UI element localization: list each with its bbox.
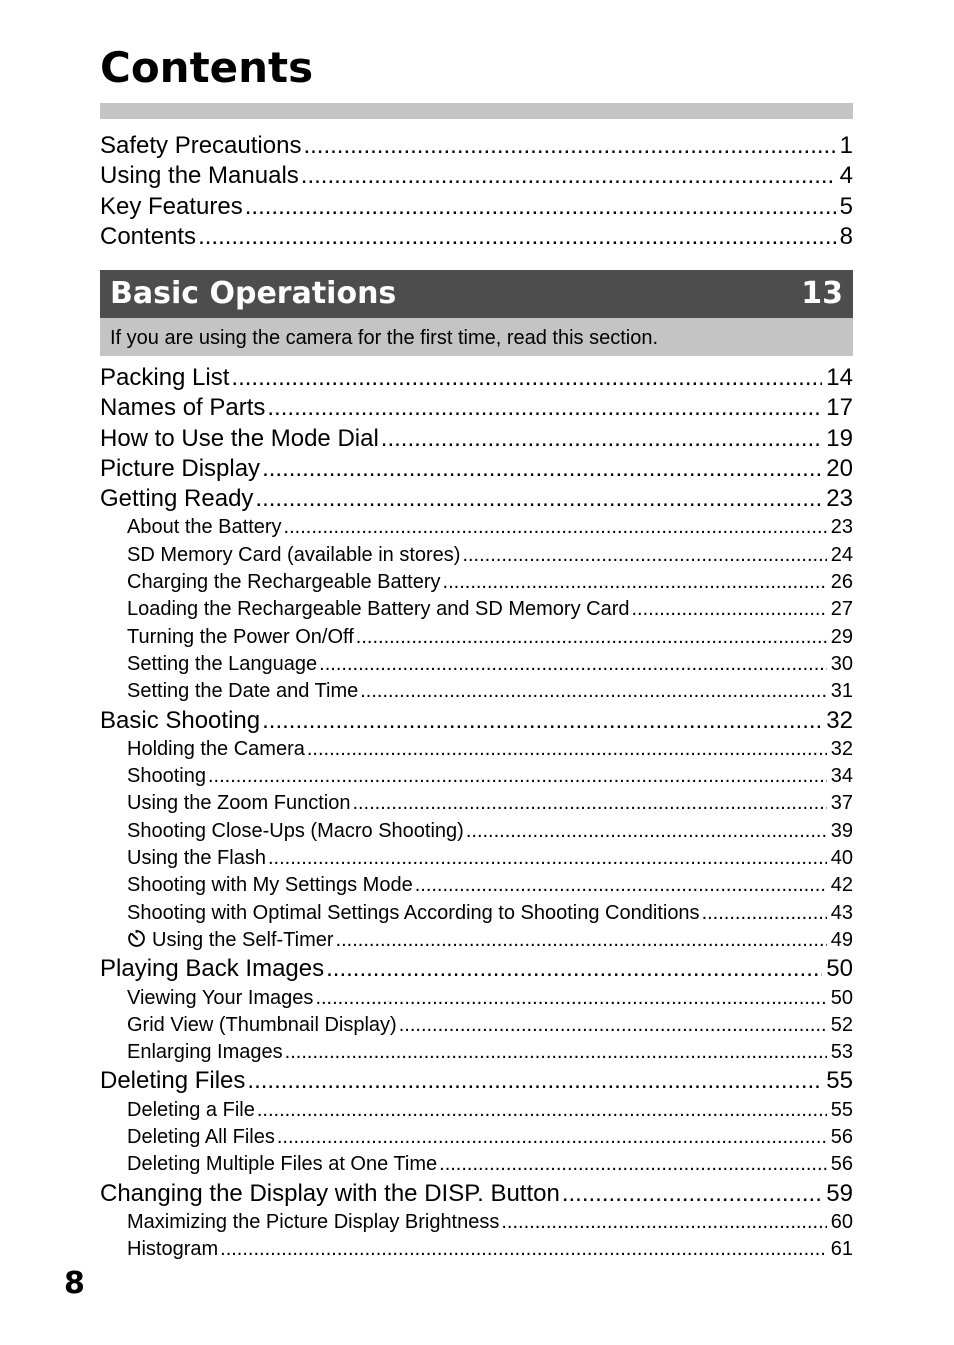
section-title: Basic Operations	[110, 276, 397, 311]
toc-dot-leader	[303, 131, 835, 161]
toc-subentry[interactable]	[100, 818, 853, 845]
toc-entry-label	[127, 596, 632, 623]
toc-entry-label	[127, 790, 352, 817]
toc-entry-text: Setting the Date and Time	[127, 680, 359, 703]
page-title: Contents	[100, 43, 314, 92]
toc-dot-leader	[319, 651, 827, 678]
toc-entry-page: 1	[839, 132, 853, 159]
toc-subentry[interactable]	[100, 985, 853, 1012]
page-number: 8	[64, 1266, 85, 1301]
toc-subentry[interactable]	[100, 624, 853, 651]
toc-entry-page: 52	[830, 1013, 853, 1036]
toc-entry-label	[100, 393, 267, 423]
toc-entry-label	[127, 1012, 399, 1039]
toc-entry-label	[127, 763, 208, 790]
toc-dot-leader	[268, 845, 827, 872]
toc-subentry[interactable]	[100, 1097, 853, 1124]
toc-entry-text: SD Memory Card (available in stores)	[127, 543, 461, 566]
toc-dot-leader	[255, 484, 822, 514]
toc-dot-leader	[301, 161, 836, 191]
toc-entry-label	[127, 624, 356, 651]
toc-entry-page: 32	[826, 706, 853, 734]
toc-entry-page: 26	[830, 571, 853, 594]
toc-subentry[interactable]	[100, 1151, 853, 1178]
toc-dot-leader	[360, 678, 827, 705]
toc-entry-page: 55	[826, 1067, 853, 1095]
toc-entry-page: 14	[826, 364, 853, 391]
toc-entry-text: Changing the Display with the DISP. Button	[100, 1179, 560, 1207]
toc-subentry[interactable]	[100, 678, 853, 705]
toc-entry-label	[127, 542, 462, 569]
toc-entry-text: Shooting with Optimal Settings According to Shooting Conditions	[127, 901, 700, 924]
toc-dot-leader	[277, 1124, 827, 1151]
toc-entry-page: 5	[839, 192, 853, 220]
toc-entry-text: Maximizing the Picture Display Brightness	[127, 1210, 500, 1233]
toc-entry-page: 8	[839, 222, 853, 250]
toc-subentry[interactable]	[100, 514, 853, 541]
toc-entry-label	[127, 985, 315, 1012]
section-toc-list	[100, 363, 853, 1264]
toc-dot-leader	[326, 954, 822, 984]
toc-entry[interactable]	[100, 954, 853, 984]
toc-subentry[interactable]	[100, 790, 853, 817]
toc-entry-text: Deleting Multiple Files at One Time	[127, 1153, 438, 1176]
toc-entry[interactable]	[100, 1179, 853, 1209]
toc-subentry[interactable]	[100, 900, 853, 927]
toc-entry[interactable]	[100, 363, 853, 393]
section-header	[100, 270, 853, 318]
toc-entry-label	[127, 678, 360, 705]
toc-entry-label	[127, 569, 443, 596]
toc-entry[interactable]	[100, 454, 853, 484]
toc-subentry[interactable]	[100, 1124, 853, 1151]
toc-entry-text: Turning the Power On/Off	[127, 625, 354, 648]
toc-subentry[interactable]	[100, 845, 853, 872]
toc-entry-label	[127, 514, 284, 541]
toc-entry-page: 23	[830, 516, 853, 539]
section-subtitle: If you are using the camera for the first time, read this section.	[100, 318, 853, 356]
toc-entry-text: Playing Back Images	[100, 955, 325, 983]
toc-entry-label	[100, 1179, 562, 1209]
toc-entry-page: 4	[839, 162, 853, 190]
toc-entry-label	[127, 1236, 220, 1263]
toc-entry-label	[100, 424, 381, 454]
toc-entry-page: 32	[830, 737, 853, 760]
toc-dot-leader	[220, 1236, 827, 1263]
toc-entry-page: 42	[830, 874, 853, 897]
toc-entry-page: 56	[830, 1153, 853, 1176]
toc-entry-text: Setting the Language	[127, 652, 318, 675]
toc-entry-label	[127, 651, 319, 678]
toc-entry-label	[127, 872, 415, 899]
toc-dot-leader	[247, 1066, 822, 1096]
toc-dot-leader	[632, 596, 827, 623]
toc-entry[interactable]	[100, 192, 853, 222]
toc-entry[interactable]	[100, 393, 853, 423]
toc-entry-page: 59	[826, 1179, 853, 1207]
toc-entry-text: Safety Precautions	[100, 132, 302, 159]
toc-subentry[interactable]	[100, 542, 853, 569]
toc-entry-text: Deleting All Files	[127, 1126, 275, 1149]
toc-entry-page: 31	[830, 680, 853, 703]
toc-subentry[interactable]	[100, 1012, 853, 1039]
toc-entry[interactable]	[100, 424, 853, 454]
toc-entry[interactable]	[100, 131, 853, 161]
toc-entry-label	[127, 927, 336, 954]
toc-dot-leader	[415, 872, 827, 899]
toc-entry-text: Names of Parts	[100, 394, 266, 422]
toc-entry-label	[127, 818, 466, 845]
toc-subentry[interactable]	[100, 763, 853, 790]
toc-entry-label	[127, 1039, 285, 1066]
toc-entry-text: Contents	[100, 222, 197, 250]
toc-subentry[interactable]	[100, 927, 853, 954]
toc-entry-label	[100, 484, 255, 514]
toc-dot-leader	[439, 1151, 827, 1178]
toc-dot-leader	[245, 192, 836, 222]
toc-subentry[interactable]	[100, 872, 853, 899]
toc-subentry[interactable]	[100, 1236, 853, 1263]
toc-entry-page: 43	[830, 901, 853, 924]
toc-entry-text: About the Battery	[127, 516, 282, 539]
toc-entry-text: Packing List	[100, 364, 230, 391]
toc-dot-leader	[262, 706, 822, 736]
toc-entry-text: Loading the Rechargeable Battery and SD Memory Card	[127, 598, 630, 621]
toc-entry-text: Shooting with My Settings Mode	[127, 874, 413, 897]
toc-entry-page: 34	[830, 765, 853, 788]
toc-entry-label	[100, 454, 262, 484]
toc-entry[interactable]	[100, 161, 853, 191]
toc-entry-text: Using the Flash	[127, 847, 266, 870]
toc-entry-text: Shooting Close-Ups (Macro Shooting)	[127, 819, 464, 842]
toc-entry-label	[100, 954, 326, 984]
toc-entry[interactable]	[100, 706, 853, 736]
toc-entry-text: Using the Self-Timer	[152, 928, 334, 951]
toc-entry-label	[127, 1151, 439, 1178]
toc-entry-page: 40	[830, 847, 853, 870]
self-timer-icon	[127, 929, 146, 948]
toc-dot-leader	[381, 424, 823, 454]
toc-dot-leader	[443, 569, 827, 596]
toc-entry-label	[127, 1097, 257, 1124]
toc-entry-text: Picture Display	[100, 454, 261, 482]
toc-entry-label	[127, 1124, 277, 1151]
toc-entry-label	[127, 900, 702, 927]
toc-entry-page: 55	[830, 1098, 853, 1121]
toc-entry-label	[100, 1066, 247, 1096]
toc-entry-page: 19	[826, 424, 853, 452]
toc-entry-page: 27	[830, 598, 853, 621]
toc-subentry[interactable]	[100, 1039, 853, 1066]
toc-dot-leader	[501, 1209, 826, 1236]
toc-entry-page: 61	[830, 1238, 853, 1261]
toc-subentry[interactable]	[100, 651, 853, 678]
toc-entry-page: 20	[826, 454, 853, 482]
toc-entry-text: Viewing Your Images	[127, 986, 314, 1009]
toc-entry[interactable]	[100, 484, 853, 514]
toc-entry-label	[127, 845, 268, 872]
toc-entry-text: Key Features	[100, 192, 243, 220]
toc-entry-text: Enlarging Images	[127, 1041, 283, 1064]
toc-entry-page: 50	[826, 955, 853, 983]
toc-entry-page: 29	[830, 625, 853, 648]
toc-subentry[interactable]	[100, 596, 853, 623]
toc-entry[interactable]	[100, 1066, 853, 1096]
toc-entry-page: 39	[830, 819, 853, 842]
toc-dot-leader	[315, 985, 826, 1012]
toc-entry-text: Getting Ready	[100, 485, 254, 513]
intro-toc-list	[100, 131, 853, 252]
toc-entry-text: Histogram	[127, 1238, 219, 1261]
toc-entry-label	[127, 1209, 501, 1236]
toc-entry-label	[100, 131, 303, 161]
toc-entry-label	[100, 192, 245, 222]
toc-dot-leader	[262, 454, 822, 484]
toc-entry-text: Grid View (Thumbnail Display)	[127, 1013, 397, 1036]
toc-dot-leader	[208, 763, 827, 790]
toc-entry-text: Charging the Rechargeable Battery	[127, 571, 441, 594]
toc-entry-label	[127, 736, 307, 763]
toc-entry-text: Using the Zoom Function	[127, 792, 351, 815]
toc-dot-leader	[307, 736, 827, 763]
toc-entry-text: Basic Shooting	[100, 706, 261, 734]
toc-dot-leader	[702, 900, 827, 927]
toc-entry-page: 30	[830, 652, 853, 675]
toc-entry-page: 50	[830, 986, 853, 1009]
toc-entry-page: 23	[826, 485, 853, 513]
section-page-number: 13	[801, 276, 843, 311]
toc-entry-text: Holding the Camera	[127, 737, 305, 760]
toc-entry-text: How to Use the Mode Dial	[100, 424, 379, 452]
toc-dot-leader	[399, 1012, 827, 1039]
toc-entry-label	[100, 222, 198, 252]
toc-dot-leader	[257, 1097, 827, 1124]
toc-dot-leader	[336, 927, 827, 954]
toc-entry-text: Deleting a File	[127, 1098, 255, 1121]
toc-entry-text: Shooting	[127, 765, 206, 788]
toc-dot-leader	[231, 363, 822, 393]
toc-entry-page: 60	[830, 1210, 853, 1233]
toc-entry-page: 24	[830, 543, 853, 566]
toc-subentry[interactable]	[100, 736, 853, 763]
toc-entry-label	[100, 161, 301, 191]
toc-entry-label	[100, 363, 231, 393]
title-rule	[100, 103, 853, 119]
toc-dot-leader	[285, 1039, 827, 1066]
toc-entry-page: 49	[830, 928, 853, 951]
toc-subentry[interactable]	[100, 569, 853, 596]
toc-entry-label	[100, 706, 262, 736]
toc-dot-leader	[352, 790, 826, 817]
toc-entry-text: Deleting Files	[100, 1067, 246, 1095]
toc-dot-leader	[562, 1179, 822, 1209]
toc-dot-leader	[267, 393, 822, 423]
toc-dot-leader	[284, 514, 827, 541]
toc-entry-page: 37	[830, 792, 853, 815]
toc-dot-leader	[466, 818, 827, 845]
toc-subentry[interactable]	[100, 1209, 853, 1236]
toc-entry-page: 17	[826, 394, 853, 422]
toc-entry-page: 53	[830, 1041, 853, 1064]
toc-dot-leader	[462, 542, 826, 569]
toc-entry[interactable]	[100, 222, 853, 252]
toc-dot-leader	[356, 624, 827, 651]
toc-dot-leader	[198, 222, 836, 252]
toc-entry-page: 56	[830, 1126, 853, 1149]
toc-entry-text: Using the Manuals	[100, 162, 299, 190]
